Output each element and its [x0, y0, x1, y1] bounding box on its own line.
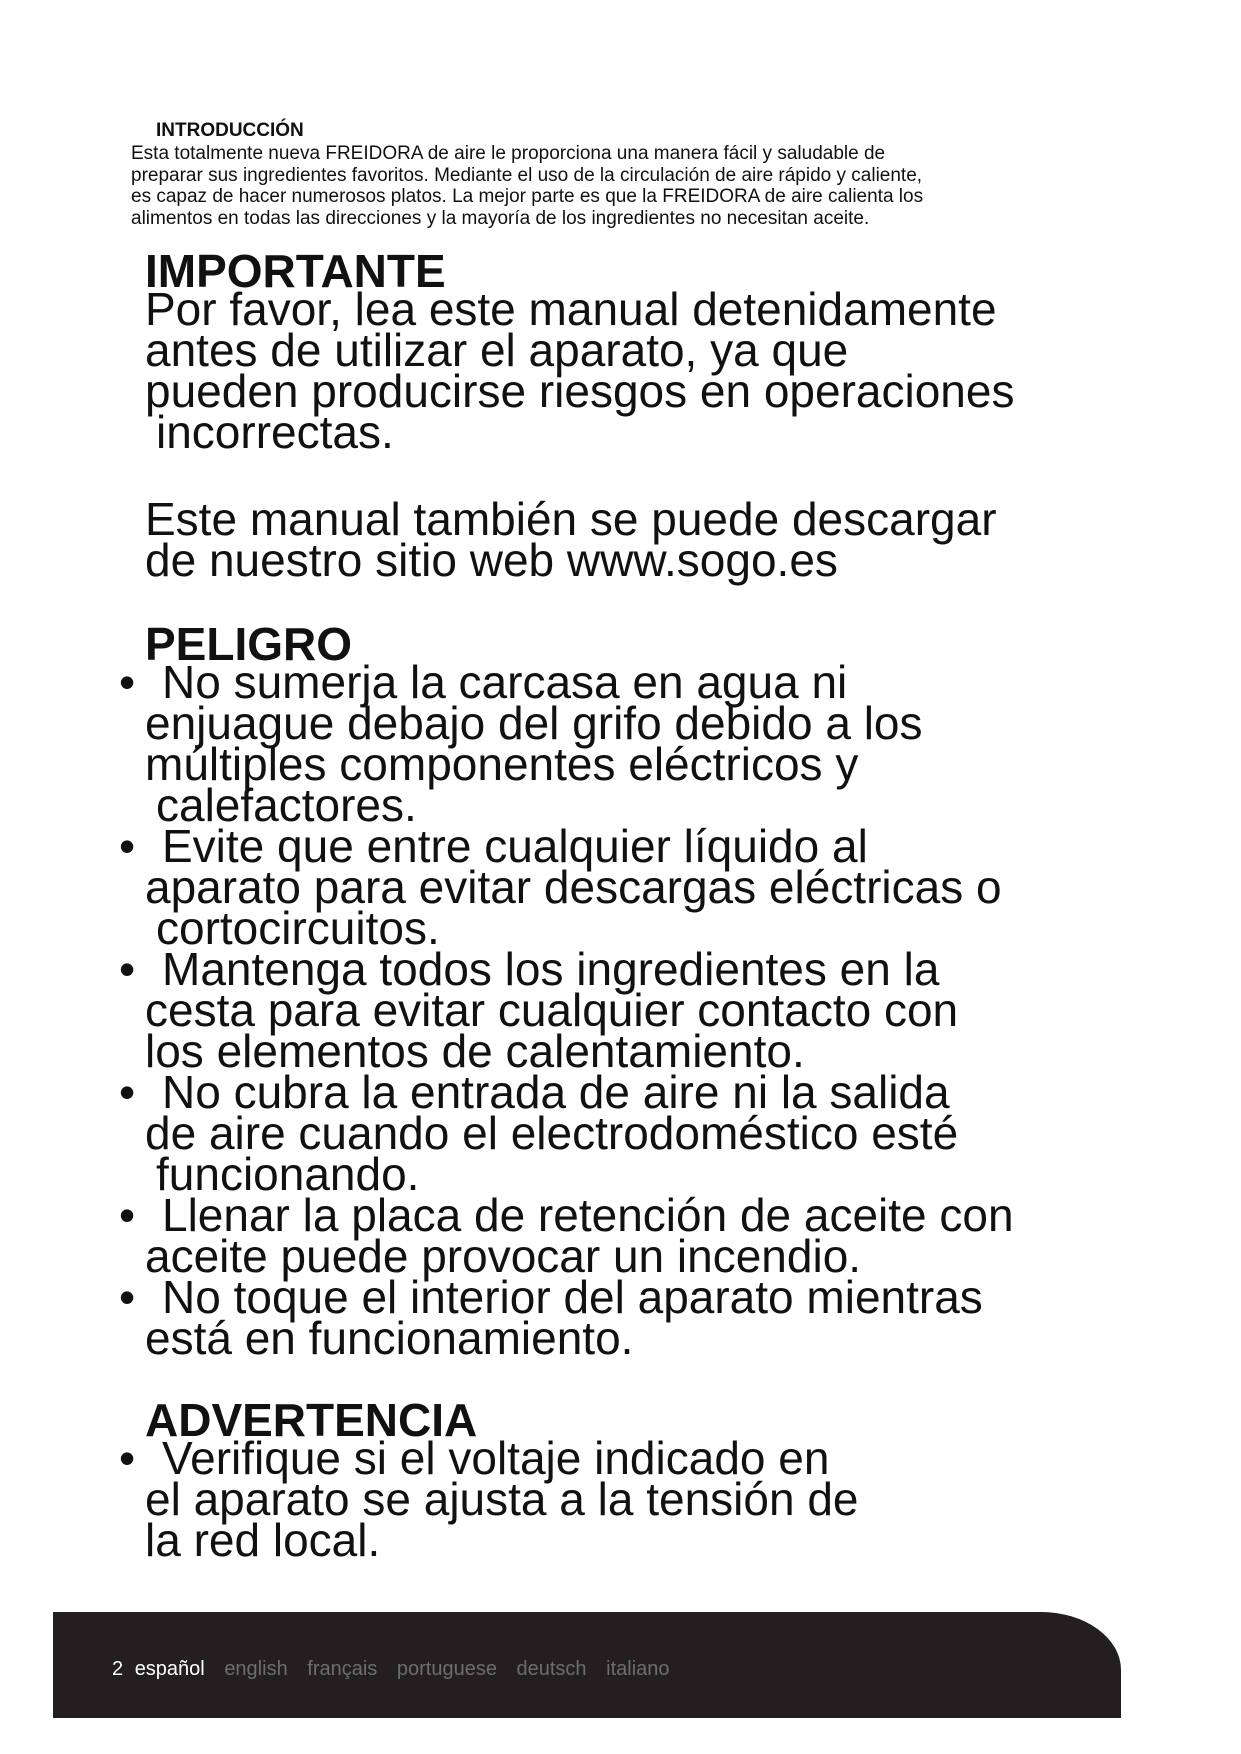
- list-item: [119, 1271, 1145, 1364]
- bullet-icon: •: [119, 1189, 136, 1241]
- bullet-icon: •: [119, 1066, 136, 1118]
- download-line: de nuestro sitio web www.sogo.es: [145, 534, 838, 586]
- list-item-line: aparato para evitar descargas eléctricas o: [145, 861, 1002, 913]
- peligro-heading: PELIGRO: [145, 618, 353, 670]
- bullet-icon: •: [119, 656, 136, 708]
- list-item: [119, 1189, 1145, 1282]
- list-item-line: está en funcionamiento.: [145, 1312, 634, 1364]
- list-item-line: los elementos de calentamiento.: [145, 1025, 805, 1077]
- list-item-line: enjuague debajo del grifo debido a los: [145, 697, 923, 749]
- language-link-english[interactable]: english: [224, 1658, 288, 1680]
- importante-line: antes de utilizar el aparato, ya que: [145, 324, 849, 376]
- list-item: [119, 820, 1145, 954]
- peligro-section: [119, 618, 1145, 1364]
- language-link-francais[interactable]: français: [307, 1658, 378, 1680]
- importante-line: pueden producirse riesgos en operaciones: [145, 365, 1015, 417]
- language-link-portuguese[interactable]: portuguese: [396, 1658, 497, 1680]
- advertencia-section: [119, 1394, 1145, 1566]
- list-item-line: Verifique si el voltaje indicado en: [162, 1432, 830, 1484]
- bullet-icon: •: [119, 820, 136, 872]
- language-link-deutsch[interactable]: deutsch: [516, 1658, 587, 1680]
- intro-paragraph: [131, 143, 1061, 229]
- language-link-espanol[interactable]: español: [134, 1658, 205, 1680]
- intro-line: es capaz de hacer numerosos platos. La mejor parte es que la FREIDORA de aire calienta los: [131, 186, 924, 207]
- list-item-line: No cubra la entrada de aire ni la salida: [162, 1066, 950, 1118]
- list-item-line: cortocircuitos.: [156, 902, 440, 954]
- list-item-line: de aire cuando el electrodoméstico esté: [145, 1107, 959, 1159]
- intro-heading: INTRODUCCIÓN: [156, 120, 304, 141]
- language-nav: [112, 1657, 684, 1681]
- list-item: [119, 943, 1145, 1077]
- advertencia-list: [119, 1432, 1145, 1566]
- footer-bar: [53, 1612, 1121, 1718]
- importante-section: [145, 245, 1145, 458]
- bullet-icon: •: [119, 1271, 136, 1323]
- page-number: 2: [112, 1658, 124, 1680]
- importante-line: incorrectas.: [156, 406, 394, 458]
- intro-line: Esta totalmente nueva FREIDORA de aire le proporciona una manera fácil y saludable de: [131, 143, 886, 164]
- intro-line: alimentos en todas las direcciones y la mayoría de los ingredientes no necesitan aceite.: [131, 207, 870, 229]
- peligro-list: [119, 656, 1145, 1364]
- list-item-line: Evite que entre cualquier líquido al: [162, 820, 868, 872]
- bullet-icon: •: [119, 1432, 136, 1484]
- list-item-line: aceite puede provocar un incendio.: [145, 1230, 862, 1282]
- list-item-line: No toque el interior del aparato mientras: [162, 1271, 983, 1323]
- importante-heading: IMPORTANTE: [145, 245, 446, 297]
- list-item-line: múltiples componentes eléctricos y: [145, 738, 859, 790]
- advertencia-heading: ADVERTENCIA: [145, 1394, 478, 1446]
- list-item-line: No sumerja la carcasa en agua ni: [162, 656, 848, 708]
- download-line: Este manual también se puede descargar: [145, 493, 997, 545]
- list-item: [119, 1066, 1145, 1200]
- list-item-line: cesta para evitar cualquier contacto con: [145, 984, 959, 1036]
- language-link-italiano[interactable]: italiano: [606, 1658, 670, 1680]
- importante-line: Por favor, lea este manual detenidamente: [145, 283, 997, 335]
- list-item-line: calefactores.: [156, 779, 417, 831]
- list-item: [119, 656, 1145, 831]
- list-item: [119, 1432, 1145, 1566]
- list-item-line: Mantenga todos los ingredientes en la: [162, 943, 940, 995]
- bullet-icon: •: [119, 943, 136, 995]
- list-item-line: funcionando.: [156, 1148, 420, 1200]
- download-note: [145, 493, 1145, 586]
- list-item-line: el aparato se ajusta a la tensión de: [145, 1473, 859, 1525]
- intro-line: preparar sus ingredientes favoritos. Mediante el uso de la circulación de aire rápido y caliente,: [131, 164, 923, 186]
- list-item-line: Llenar la placa de retención de aceite con: [162, 1189, 1014, 1241]
- list-item-line: la red local.: [145, 1514, 381, 1566]
